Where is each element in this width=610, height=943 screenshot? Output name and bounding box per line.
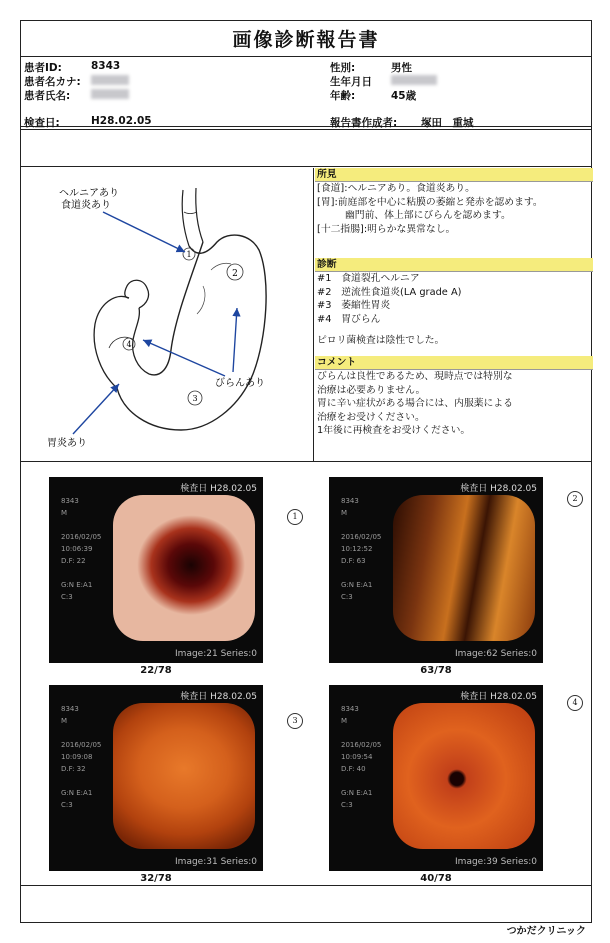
mark-2: 2 [232, 269, 238, 279]
meta-ge: G:N E:A1 [341, 789, 373, 797]
finding-line: [胃]:前庭部を中心に粘膜の萎縮と発赤を認めます。 [317, 196, 543, 208]
label-gastritis: 胃炎あり [47, 438, 87, 449]
photo-mark-4: 4 [567, 695, 583, 711]
meta-df: D.F: 32 [61, 765, 86, 773]
diagnosis-line: #2 逆流性食道炎(LA grade A) [317, 286, 462, 298]
scope-view [113, 495, 255, 641]
meta-id: 8343 [341, 497, 359, 505]
diagnosis-body [315, 272, 593, 356]
pylori-result: ピロリ菌検査は陰性でした。 [317, 335, 445, 346]
photo-date: 検査日 H28.02.05 [460, 692, 537, 702]
comment-line: 治療をお受けください。 [317, 411, 425, 423]
report-sheet [20, 20, 592, 923]
label-erosion: びらんあり [215, 378, 265, 389]
scope-view [393, 703, 535, 849]
meta-ge: G:N E:A1 [341, 581, 373, 589]
finding-line: [食道]:ヘルニアあり。食道炎あり。 [317, 183, 475, 194]
exam-divider [21, 129, 591, 130]
photo-meta [61, 495, 101, 603]
photo-series: Image:39 Series:0 [455, 857, 537, 867]
comment-line: 治療は必要ありません。 [317, 384, 426, 396]
photo-caption-4: 40/78 [420, 873, 452, 884]
meta-c: C:3 [61, 801, 73, 809]
meta-c: C:3 [341, 801, 353, 809]
patient-kana-label: 患者名カナ: [24, 76, 81, 88]
meta-id: 8343 [341, 705, 359, 713]
photo-meta [341, 703, 381, 811]
sex-label: 性別: [330, 62, 356, 74]
mark-1: 1 [186, 250, 192, 259]
photo-date: 検査日 H28.02.05 [180, 692, 257, 702]
age-value: 45歳 [391, 90, 417, 102]
photo-caption-3: 32/78 [140, 873, 172, 884]
meta-df: D.F: 22 [61, 557, 86, 565]
patient-name-label: 患者氏名: [24, 90, 71, 102]
photo-mark-1: 1 [287, 509, 303, 525]
dob-label: 生年月日 [330, 76, 372, 88]
meta-time: 10:06:39 [61, 545, 93, 553]
author-value: 塚田 重城 [421, 117, 474, 129]
comment-line: 1年後に再検査をお受けください。 [317, 425, 471, 436]
photo-date: 検査日 H28.02.05 [180, 484, 257, 494]
mark-3: 3 [192, 394, 198, 403]
photo-mark-3: 3 [287, 713, 303, 729]
meta-sex: M [341, 509, 348, 517]
meta-c: C:3 [61, 593, 73, 601]
photo-mark-2: 2 [567, 491, 583, 507]
comment-line: 胃に辛い症状がある場合には、内服薬による [317, 398, 513, 409]
stomach-sketch [21, 168, 314, 462]
diagnosis-line: #4 胃びらん [317, 313, 381, 325]
finding-line: [十二指腸]:明らかな異常なし。 [317, 223, 456, 235]
meta-sex: M [341, 717, 348, 725]
label-hernia: ヘルニアあり [59, 188, 119, 199]
scope-view [113, 703, 255, 849]
photo-meta [341, 495, 381, 603]
photo-date: 検査日 H28.02.05 [460, 484, 537, 494]
stomach-diagram [21, 168, 314, 462]
comment-body [315, 370, 593, 438]
esophagus-left-wall [182, 190, 189, 246]
patient-kana-redacted [91, 74, 129, 86]
esophagus-right-wall [196, 188, 203, 242]
meta-date: 2016/02/05 [341, 741, 382, 749]
dob-redacted [391, 74, 437, 86]
patient-id-value: 8343 [91, 60, 121, 72]
photo-meta [61, 703, 101, 811]
meta-df: D.F: 63 [341, 557, 366, 565]
arrow-hernia [103, 212, 185, 252]
meta-date: 2016/02/05 [61, 741, 102, 749]
meta-df: D.F: 40 [341, 765, 366, 773]
mark-4: 4 [126, 340, 132, 349]
diagnosis-line: #1 食道裂孔ヘルニア [317, 273, 420, 284]
diagnosis-line: #3 萎縮性胃炎 [317, 300, 391, 311]
finding-line: 幽門前、体上部にびらんを認めます。 [345, 210, 511, 221]
clinic-name: つかだクリニック [506, 926, 586, 937]
arrow-erosion-pylorus [143, 340, 225, 376]
findings-heading: 所見 [315, 168, 593, 182]
sex-value: 男性 [391, 62, 412, 74]
meta-date: 2016/02/05 [61, 533, 102, 541]
photo-series: Image:21 Series:0 [175, 649, 257, 659]
arrow-erosion-body [233, 308, 237, 372]
comment-line: びらんは良性であるため、現時点では特別な [317, 371, 513, 382]
exam-date-label: 検査日: [24, 117, 60, 129]
endoscopy-image-4 [329, 685, 543, 871]
footer-divider [21, 885, 591, 886]
scope-view [393, 495, 535, 641]
meta-time: 10:09:08 [61, 753, 93, 761]
duodenal-bulb [125, 280, 149, 308]
arrow-gastritis [73, 384, 119, 434]
photo-caption-2: 63/78 [420, 665, 452, 676]
endoscopy-image-2 [329, 477, 543, 663]
photo-series: Image:31 Series:0 [175, 857, 257, 867]
diagnosis-heading: 診断 [315, 258, 593, 272]
endoscopy-image-1 [49, 477, 263, 663]
exam-date-value: H28.02.05 [91, 115, 152, 127]
meta-time: 10:12:52 [341, 545, 373, 553]
meta-time: 10:09:54 [341, 753, 373, 761]
meta-date: 2016/02/05 [341, 533, 382, 541]
exam-info [21, 111, 591, 167]
photo-series: Image:62 Series:0 [455, 649, 537, 659]
notes-panel [315, 168, 593, 462]
findings-body [315, 182, 593, 258]
meta-ge: G:N E:A1 [61, 581, 93, 589]
patient-name-redacted [91, 88, 129, 100]
meta-sex: M [61, 509, 68, 517]
meta-id: 8343 [61, 497, 79, 505]
age-label: 年齢: [330, 90, 356, 102]
report-title: 画像診断報告書 [21, 21, 591, 57]
findings-section [21, 168, 591, 462]
patient-id-label: 患者ID: [24, 62, 62, 74]
author-label: 報告書作成者: [330, 117, 398, 129]
endoscopy-photos [21, 463, 591, 884]
endoscopy-image-3 [49, 685, 263, 871]
comment-heading: コメント [315, 356, 593, 370]
meta-id: 8343 [61, 705, 79, 713]
meta-c: C:3 [341, 593, 353, 601]
photo-caption-1: 22/78 [140, 665, 172, 676]
label-esophagitis: 食道炎あり [61, 200, 111, 211]
meta-ge: G:N E:A1 [61, 789, 93, 797]
meta-sex: M [61, 717, 68, 725]
